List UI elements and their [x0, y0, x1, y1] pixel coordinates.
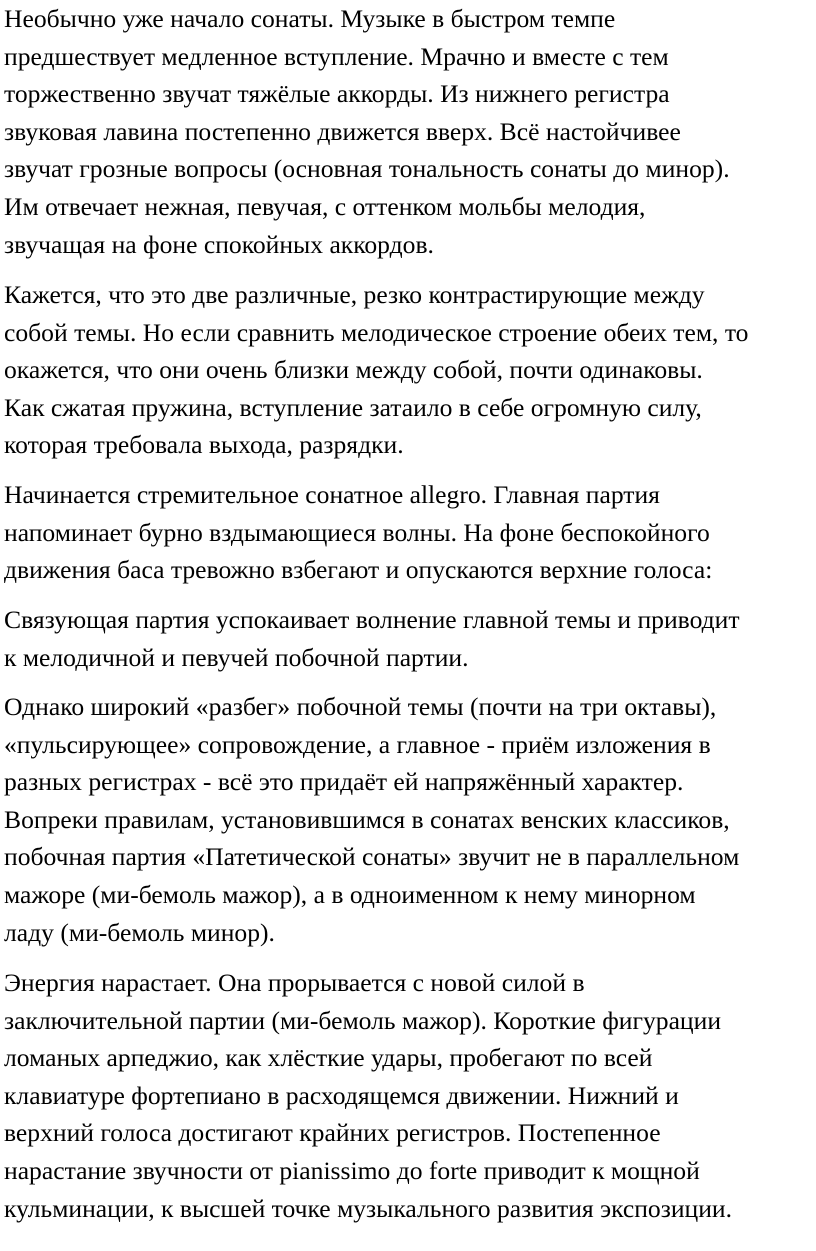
text-line: ладу (ми-бемоль минор).	[4, 917, 275, 947]
paragraph-connecting-part	[4, 601, 740, 676]
text-line: звуковая лавина постепенно движется вверх. Всё настойчивее	[4, 116, 681, 146]
text-line: торжественно звучат тяжёлые аккорды. Из нижнего регистра	[4, 79, 670, 109]
text-line: напоминает бурно вздымающиеся волны. На фоне беспокойного	[4, 517, 710, 547]
text-line: окажется, что они очень близки между собой, почти одинаковы.	[4, 355, 703, 385]
text-line: верхний голоса достигают крайних регистров. Постепенное	[4, 1118, 661, 1148]
text-line: движения баса тревожно взбегают и опускаются верхние голоса:	[4, 555, 713, 585]
text-line: собой темы. Но если сравнить мелодическое строение обеих тем, то	[4, 317, 749, 347]
text-line: Однако широкий «разбег» побочной темы (почти на три октавы),	[4, 692, 717, 721]
text-line: звучащая на фоне спокойных аккордов.	[4, 229, 434, 259]
paragraph-contrasting-themes	[4, 276, 748, 464]
text-line: разных регистрах - всё это придаёт ей напряжённый характер.	[4, 767, 684, 797]
text-line: к мелодичной и певучей побочной партии.	[4, 642, 469, 672]
text-line: Кажется, что это две различные, резко контрастирующие между	[4, 280, 705, 309]
text-line: звучат грозные вопросы (основная тональность сонаты до минор).	[4, 154, 730, 184]
paragraph-closing-part	[4, 964, 732, 1227]
paragraph-secondary-theme	[4, 688, 739, 951]
text-line: Необычно уже начало сонаты. Музыке в быстром темпе	[4, 4, 616, 33]
paragraph-sonata-introduction	[4, 0, 730, 263]
text-line: «пульсирующее» сопровождение, а главное - приём изложения в	[4, 729, 711, 759]
text-line: кульминации, к высшей точке музыкального развития экспозиции.	[4, 1193, 733, 1223]
text-line: побочная партия «Патетической сонаты» звучит не в параллельном	[4, 842, 740, 872]
text-line: мажоре (ми-бемоль мажор), а в одноименном к нему минорном	[4, 879, 696, 909]
text-line: предшествует медленное вступление. Мрачно и вместе с тем	[4, 41, 669, 71]
text-line: клавиатуре фортепиано в расходящемся движении. Нижний и	[4, 1080, 679, 1110]
text-line: Вопреки правилам, установившимся в сонатах венских классиков,	[4, 804, 730, 834]
text-line: ломаных арпеджио, как хлёсткие удары, пробегают по всей	[4, 1043, 653, 1073]
text-line: Как сжатая пружина, вступление затаило в себе огромную силу,	[4, 392, 702, 422]
text-line: нарастание звучности от pianissimo до forte приводит к мощной	[4, 1155, 700, 1185]
text-line: Связующая партия успокаивает волнение главной темы и приводит	[4, 605, 740, 634]
paragraph-allegro-main-theme	[4, 476, 712, 589]
text-line: которая требовала выхода, разрядки.	[4, 430, 404, 460]
text-line: Энергия нарастает. Она прорывается с новой силой в	[4, 968, 585, 997]
text-line: заключительной партии (ми-бемоль мажор). Короткие фигурации	[4, 1005, 722, 1035]
text-line: Начинается стремительное сонатное allegro. Главная партия	[4, 480, 660, 509]
text-line: Им отвечает нежная, певучая, с оттенком мольбы мелодия,	[4, 191, 646, 221]
